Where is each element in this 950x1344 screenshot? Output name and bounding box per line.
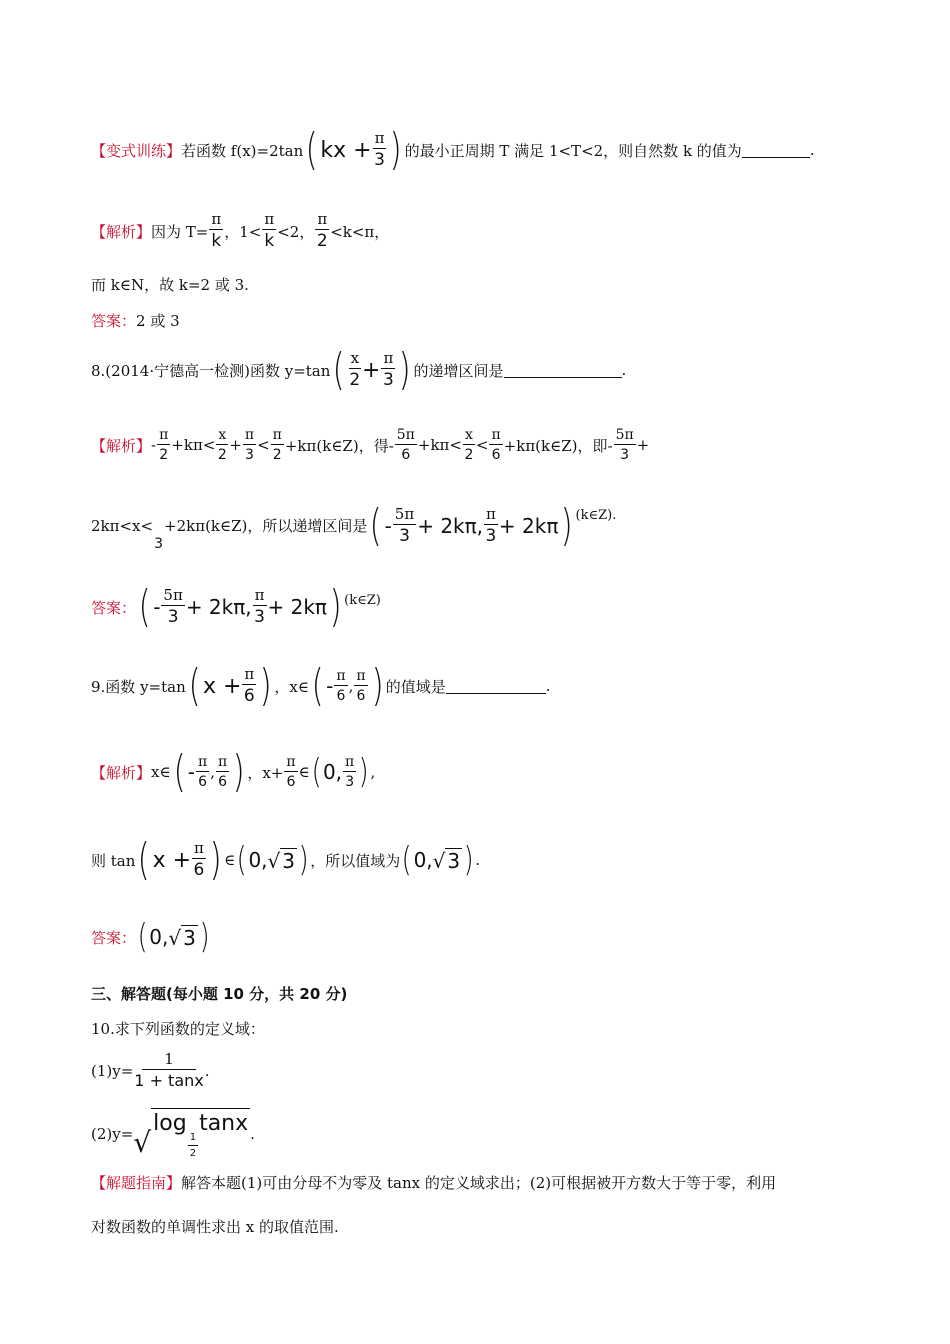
variant-text-1: 若函数 f(x)=2tan: [181, 141, 304, 160]
left-paren: (: [305, 124, 318, 175]
analysis-9-line2: 则 tan ( x + $\frac{\pi}{6}$ ) ∈ ( 0, √ 3 ) ，所以值域为 ( 0, √ 3 ) .: [91, 834, 481, 885]
guide-tag: 【解题指南】: [91, 1174, 182, 1192]
question-9: 9.函数 y=tan ( x + $\frac{\pi}{6}$ ) ，x∈ ( - $\frac{\pi}{6}$ , $\frac{\pi}{6}$ ) 的值域是 .: [91, 660, 551, 711]
answer-label: 答案：: [91, 598, 137, 617]
sqrt-3: √ 3: [267, 848, 296, 873]
variant-exercise: 【变式训练】 若函数 f(x)=2tan ( kx + $\frac{\pi}{3}$ ) 的最小正周期 T 满足 1<T<2，则自然数 k 的值为 .: [91, 124, 815, 175]
analysis-1-line2: 而 k∈N，故 k=2 或 3.: [91, 276, 249, 294]
fraction-x-over-2: $\frac{x}{2}$: [349, 349, 361, 390]
analysis-tag: 【解析】: [91, 436, 152, 455]
answer-blank: [504, 363, 622, 378]
analysis-8: 【解析】 - $\frac{\pi}{2}$ +kπ< $\frac{x}{2}$ + $\frac{\pi}{3}$ < $\frac{\pi}{2}$ +kπ(k∈Z)，得- $\frac{5\pi}{6}$ +kπ< $\frac{x}{2}$ < $\frac{\pi}{6}$ +kπ(k∈Z)，即- $\frac{5\pi}{3}$ +: [91, 427, 650, 463]
right-paren: ): [390, 124, 403, 175]
question-8: 8.(2014·宁德高一检测)函数 y=tan ( $\frac{x}{2}$ + $\frac{\pi}{3}$ ) 的递增区间是 .: [91, 344, 627, 395]
answer-9: 答案： ( 0, √ 3 ): [91, 917, 210, 957]
analysis-tag: 【解析】: [91, 222, 152, 241]
solution-guide-line2: 对数函数的单调性求出 x 的取值范围.: [91, 1218, 339, 1236]
fraction-pi-over-3: $\frac{\pi}{3}$: [374, 129, 385, 170]
question-10-part-2: (2)y= √ log $\frac{1}{2}$ tanx .: [91, 1108, 255, 1159]
fraction-pi-over-k: $\frac{\pi}{k}$: [211, 210, 222, 251]
question-10: 10.求下列函数的定义域：: [91, 1020, 265, 1038]
sqrt-log: √ log $\frac{1}{2}$ tanx: [133, 1108, 250, 1159]
answer-blank: [742, 143, 810, 158]
variant-text-2: 的最小正周期 T 满足 1<T<2，则自然数 k 的值为: [404, 141, 742, 160]
question-10-part-1: (1)y= $\frac{1}{1 + \tan x}$ .: [91, 1050, 210, 1090]
fraction-pi-over-k: $\frac{\pi}{k}$: [264, 210, 275, 251]
math-kx: kx +: [320, 137, 372, 163]
answer-label: 答案：: [91, 312, 137, 330]
answer-value: 2 或 3: [136, 312, 180, 330]
sqrt-3: √ 3: [168, 925, 196, 950]
analysis-8-line2: 2kπ<x< 3 +2kπ(k∈Z)，所以递增区间是 ( - $\frac{5\pi}{3}$ + 2kπ, $\frac{\pi}{3}$ + 2kπ ) (k∈Z).: [91, 499, 617, 552]
fraction-pi-over-2: $\frac{\pi}{2}$: [316, 210, 328, 251]
answer-blank: [446, 679, 546, 694]
answer-label: 答案：: [91, 928, 137, 947]
answer-8: 答案： ( - $\frac{5\pi}{3}$ + 2kπ, $\frac{\pi}{3}$ + 2kπ ) (k∈Z): [91, 581, 381, 632]
analysis-tag: 【解析】: [91, 763, 152, 782]
solution-guide: 【解题指南】 解答本题(1)可由分母不为零及 tanx 的定义域求出；(2)可根据被开方数大于等于零，利用: [91, 1174, 777, 1192]
sqrt-3: √ 3: [432, 848, 461, 873]
analysis-9: 【解析】 x∈ ( - $\frac{\pi}{6}$ , $\frac{\pi}{6}$ ) ，x+ $\frac{\pi}{6}$ ∈ ( 0, $\frac{\pi}{3}$ ) ,: [91, 746, 376, 797]
section-heading: 三、解答题(每小题 10 分，共 20 分): [91, 985, 348, 1003]
fraction-pi-over-3: $\frac{\pi}{3}$: [383, 349, 394, 390]
analysis-1: 【解析】 因为 T= $\frac{\pi}{k}$ ，1< $\frac{\pi}{k}$ <2， $\frac{\pi}{2}$ <k<π，: [91, 210, 390, 251]
variant-tag: 【变式训练】: [91, 141, 182, 160]
answer-1: [91, 310, 180, 331]
